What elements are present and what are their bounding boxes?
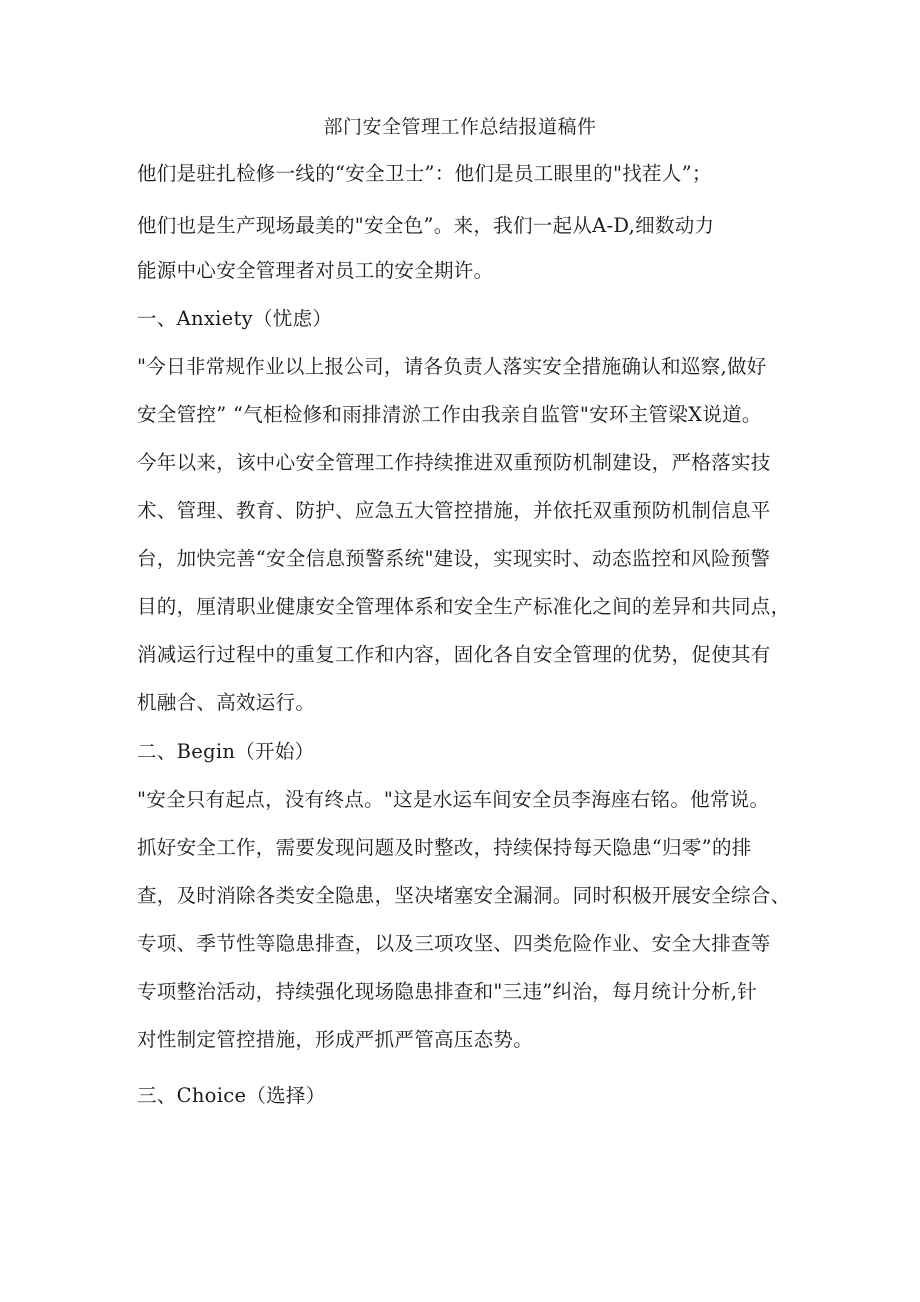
paragraph-line: 他们是驻扎检修一线的“安全卫士”：他们是员工眼里的"找茬人”； — [137, 162, 712, 185]
paragraph-line: 抓好安全工作，需要发现问题及时整改，持续保持每天隐患“归零”的排 — [137, 836, 752, 859]
paragraph-line: 专项整治活动，持续强化现场隐患排查和"三违”纠治，每月统计分析,针 — [137, 980, 758, 1003]
paragraph-line: 他们也是生产现场最美的"安全色”。来，我们一起从A-D,细数动力 — [137, 214, 715, 237]
paragraph-line: 对性制定管控措施，形成严抓严管高压态势。 — [137, 1028, 534, 1051]
paragraph-line: 查，及时消除各类安全隐患，坚决堵塞安全漏洞。同时积极开展安全综合、 — [137, 884, 791, 907]
section-heading-choice: 三、Choice（选择） — [137, 1084, 326, 1107]
section-heading-anxiety: 一、Anxiety（忧虑） — [137, 307, 333, 330]
paragraph-line: "安全只有起点，没有终点。"这是水运车间安全员李海座右铭。他常说。 — [137, 788, 770, 811]
paragraph-line: 消减运行过程中的重复工作和内容，固化各自安全管理的优势，促使其有 — [137, 643, 771, 666]
document-title: 部门安全管理工作总结报道稿件 — [323, 116, 597, 138]
paragraph-line: 台，加快完善“安全信息预警系统"建设，实现实时、动态监控和风险预警 — [137, 547, 771, 570]
paragraph-line: 安全管控” “气柜检修和雨排清淤工作由我亲自监管"安环主管梁X说道。 — [137, 403, 762, 426]
section-heading-begin: 二、Begin（开始） — [137, 740, 315, 763]
paragraph-line: "今日非常规作业以上报公司，请各负责人落实安全措施确认和巡察,做好 — [137, 355, 767, 378]
paragraph-line: 能源中心安全管理者对员工的安全期许。 — [137, 259, 494, 282]
paragraph-line: 术、管理、教育、防护、应急五大管控措施，并依托双重预防机制信息平 — [137, 499, 771, 522]
paragraph-line: 机融合、高效运行。 — [137, 691, 316, 714]
paragraph-line: 今年以来，该中心安全管理工作持续推进双重预防机制建设，严格落实技 — [137, 451, 771, 474]
paragraph-line: 专项、季节性等隐患排查，以及三项攻坚、四类危险作业、安全大排查等 — [137, 932, 771, 955]
paragraph-line: 目的，厘清职业健康安全管理体系和安全生产标准化之间的差异和共同点， — [137, 595, 791, 618]
